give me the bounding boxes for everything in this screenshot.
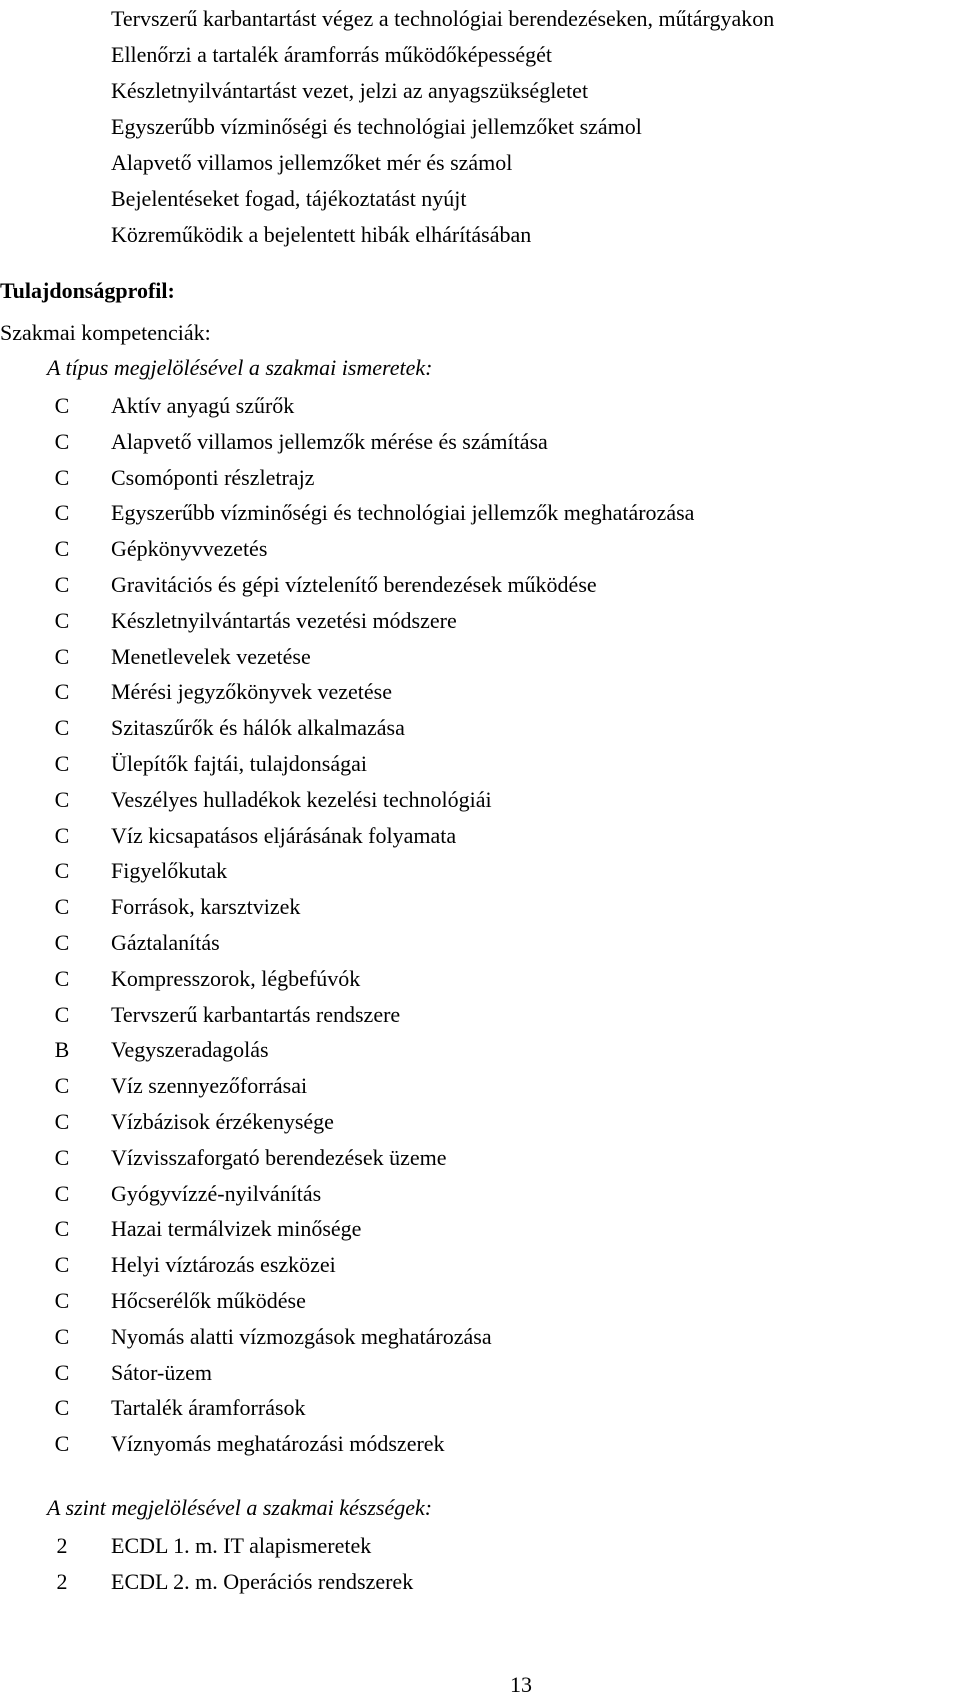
item-label: Ülepítők fajtái, tulajdonságai [111,750,367,776]
level-code: C [54,393,70,418]
item-label: ECDL 1. m. IT alapismeretek [111,1533,372,1558]
level-code: C [54,929,70,955]
item-label: Vízbázisok érzékenysége [111,1108,334,1134]
task-item: Készletnyilvántartást vezet, jelzi az anyagszükségletet [111,78,589,103]
skills-label: A szint megjelölésével a szakmai készségek: [47,1495,433,1520]
level-code: C [54,1180,70,1206]
level-code: C [54,894,70,920]
level-code: C [54,428,70,454]
level-code: C [54,500,70,526]
item-label: Sátor-üzem [111,1359,212,1385]
level-code: B [54,1037,70,1063]
level-code: C [54,1395,70,1421]
level-code: C [54,464,70,490]
item-label: Veszélyes hulladékok kezelési technológiái [111,786,492,812]
item-label: Gépkönyvvezetés [111,536,268,562]
level-code: C [54,536,70,562]
item-label: Figyelőkutak [111,858,228,884]
task-item: Egyszerűbb vízminőségi és technológiai jellemzőket számol [111,114,642,139]
item-label: Aktív anyagú szűrők [111,393,295,418]
level-code: 2 [56,1533,68,1558]
level-code: C [54,1252,70,1278]
level-code: C [54,750,70,776]
level-code: C [54,571,70,597]
section-subheading: Szakmai kompetenciák: [0,320,211,345]
item-label: ECDL 2. m. Operációs rendszerek [111,1568,414,1594]
item-label: Csomóponti részletrajz [111,464,315,490]
item-label: Források, karsztvizek [111,894,301,920]
item-label: Gyógyvízzé-nyilvánítás [111,1180,322,1206]
level-code: C [54,965,70,991]
item-label: Gravitációs és gépi víztelenítő berendezések működése [111,571,597,597]
item-label: Egyszerűbb vízminőségi és technológiai jellemzők meghatározása [111,500,695,526]
level-code: C [54,1359,70,1385]
item-label: Vegyszeradagolás [111,1037,269,1063]
task-item: Ellenőrzi a tartalék áramforrás működőképességét [111,42,553,67]
item-label: Helyi víztározás eszközei [111,1252,336,1278]
level-code: C [54,1216,70,1242]
item-label: Gáztalanítás [111,929,220,955]
item-label: Hazai termálvizek minősége [111,1216,362,1242]
level-code: C [54,1073,70,1099]
item-label: Tervszerű karbantartás rendszere [111,1001,401,1027]
level-code: C [54,715,70,741]
item-label: Szitaszűrők és hálók alkalmazása [111,715,405,741]
level-code: C [54,1431,70,1457]
item-label: Tartalék áramforrások [111,1395,306,1421]
item-label: Vízvisszaforgató berendezések üzeme [111,1144,447,1170]
level-code: C [54,1144,70,1170]
level-code: C [54,1287,70,1313]
item-label: Víz szennyezőforrásai [111,1073,308,1099]
item-label: Menetlevelek vezetése [111,643,311,669]
level-code: C [54,643,70,669]
level-code: C [54,1108,70,1134]
level-code: C [54,858,70,884]
task-item: Tervszerű karbantartást végez a technológiai berendezéseken, műtárgyakon [111,6,775,31]
level-code: C [54,1323,70,1349]
item-label: Készletnyilvántartás vezetési módszere [111,607,457,633]
item-label: Kompresszorok, légbefúvók [111,965,361,991]
level-code: C [54,822,70,848]
section-heading: Tulajdonságprofil: [0,278,175,303]
item-label: Nyomás alatti vízmozgások meghatározása [111,1323,492,1349]
item-label: Hőcserélők működése [111,1287,306,1313]
page-number: 13 [510,1672,532,1697]
task-list [111,1,774,253]
item-label: Mérési jegyzőkönyvek vezetése [111,679,392,705]
level-code: C [54,679,70,705]
level-code: C [54,786,70,812]
task-item: Bejelentéseket fogad, tájékoztatást nyújt [111,186,467,211]
item-label: Víznyomás meghatározási módszerek [111,1431,445,1457]
level-code: C [54,1001,70,1027]
task-item: Alapvető villamos jellemzőket mér és számol [111,150,513,175]
level-code: C [54,607,70,633]
level-code: 2 [56,1568,68,1594]
task-item: Közreműködik a bejelentett hibák elhárításában [111,222,532,247]
item-label: Víz kicsapatásos eljárásának folyamata [111,822,457,848]
knowledge-label: A típus megjelölésével a szakmai ismeretek: [47,355,433,380]
item-label: Alapvető villamos jellemzők mérése és számítása [111,428,548,454]
